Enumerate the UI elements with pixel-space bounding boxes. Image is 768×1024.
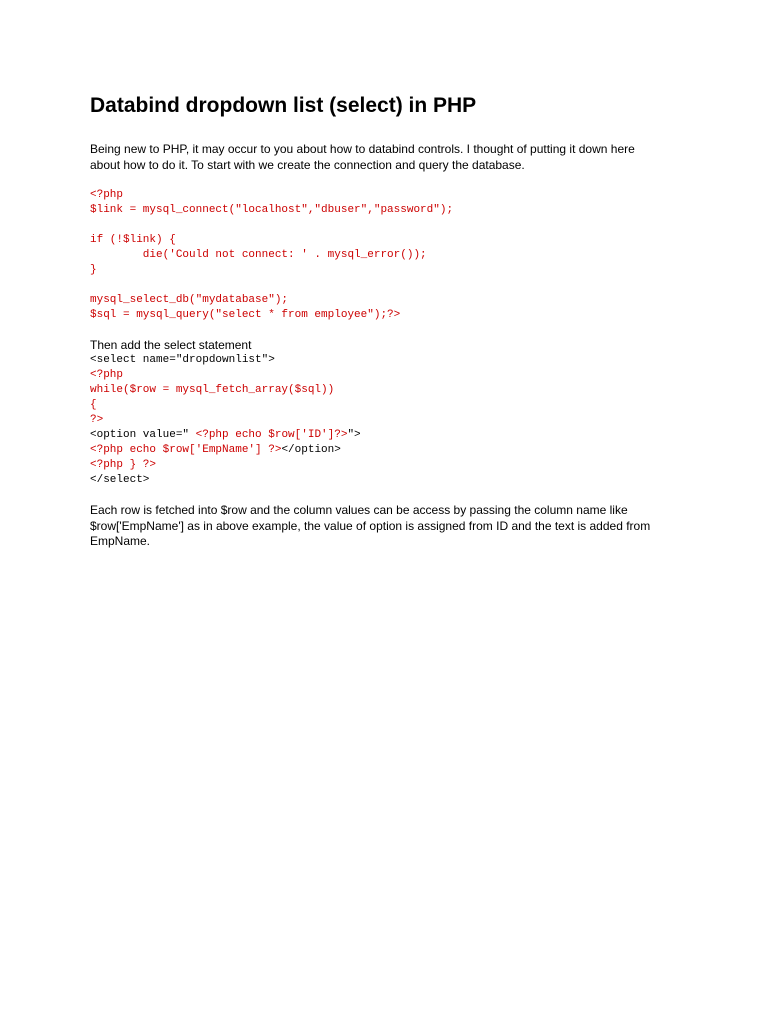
code-line <box>90 428 690 443</box>
code-line: $link = mysql_connect("localhost","dbuser","password"); <box>90 204 454 216</box>
code-select-close: </select> <box>90 474 150 486</box>
code-php-close: ?> <box>90 414 104 426</box>
code-brace: { <box>90 399 97 411</box>
intro-line-2: about how to do it. To start with we create the connection and query the database. <box>90 157 525 172</box>
code-line <box>90 398 690 413</box>
code-line-blank <box>90 218 690 233</box>
document-page <box>90 90 690 550</box>
code-line-blank <box>90 278 690 293</box>
spacer <box>90 323 690 338</box>
code-echo-php: <?php echo $row['EmpName'] ?> <box>90 444 282 456</box>
code-line: die('Could not connect: ' . mysql_error()); <box>90 249 427 261</box>
code-line <box>90 368 690 383</box>
code-block-select <box>90 353 690 488</box>
code-option-close: </option> <box>281 444 341 456</box>
code-block-connection <box>90 188 690 323</box>
code-line <box>90 458 690 473</box>
code-while: while($row = mysql_fetch_array($sql)) <box>90 384 335 396</box>
page-title: Databind dropdown list (select) in PHP <box>90 94 477 117</box>
code-option-php: <?php echo $row['ID']?> <box>195 429 348 441</box>
code-line <box>90 413 690 428</box>
code-line <box>90 443 690 458</box>
code-close-php: <?php } ?> <box>90 459 157 471</box>
code-line: mysql_select_db("mydatabase"); <box>90 294 289 306</box>
code-php-open: <?php <box>90 369 124 381</box>
code-line: } <box>90 264 97 276</box>
code-select-open: <select name="dropdownlist"> <box>90 354 275 366</box>
spacer <box>90 173 690 188</box>
outro-line-2: $row['EmpName'] as in above example, the value of option is assigned from ID and the text is added from <box>90 518 651 533</box>
code-option-end: "> <box>347 429 361 441</box>
outro-line-1: Each row is fetched into $row and the column values can be access by passing the column name like <box>90 503 628 517</box>
code-line: if (!$link) { <box>90 234 176 246</box>
intro-line-1: Being new to PHP, it may occur to you about how to databind controls. I thought of putting it down here <box>90 142 635 156</box>
code-option-start: <option value=" <box>90 429 196 441</box>
outro-line-3: EmpName. <box>90 534 151 548</box>
code-line <box>90 353 690 368</box>
code-line <box>90 473 690 488</box>
spacer <box>90 122 690 142</box>
code-line: <?php <box>90 189 124 201</box>
code-line <box>90 383 690 398</box>
code-line: $sql = mysql_query("select * from employee");?> <box>90 309 401 321</box>
spacer <box>90 488 690 503</box>
then-text: Then add the select statement <box>90 338 252 352</box>
